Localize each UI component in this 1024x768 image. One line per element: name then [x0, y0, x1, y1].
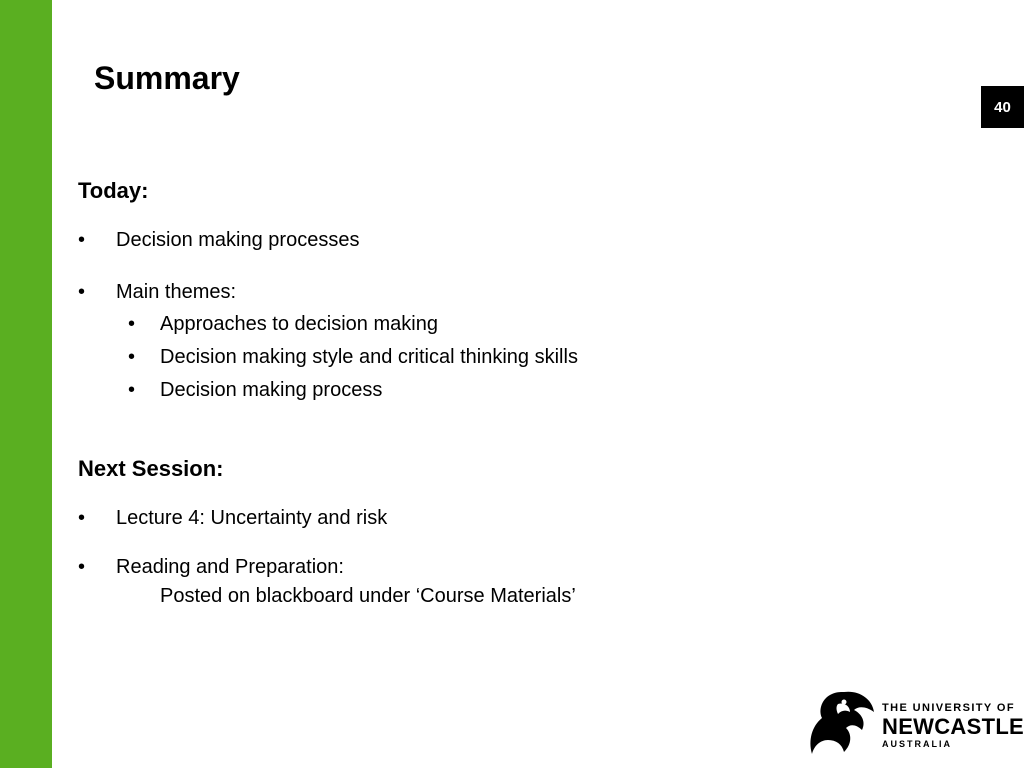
next-session-heading-label: Next Session	[78, 456, 217, 481]
bullet-icon: •	[78, 556, 86, 578]
bullet-icon: •	[128, 346, 136, 368]
sub-list-item-text: Decision making process	[160, 379, 383, 401]
list-item-text: Reading and Preparation:	[116, 556, 344, 578]
bullet-icon: •	[128, 313, 136, 335]
sub-list-item-text: Approaches to decision making	[160, 313, 438, 335]
today-heading-label: Today:	[78, 178, 149, 203]
list-item-text: Decision making processes	[116, 229, 360, 251]
next-session-heading	[78, 456, 224, 482]
page-number-badge: 40	[981, 86, 1024, 128]
bullet-icon: •	[78, 281, 86, 303]
next-session-heading-colon: :	[216, 456, 224, 481]
slide-title: Summary	[94, 60, 240, 96]
today-heading	[78, 178, 148, 204]
logo-line-1: THE UNIVERSITY OF	[882, 702, 1015, 714]
bullet-icon: •	[128, 379, 136, 401]
bullet-icon: •	[78, 229, 86, 251]
bullet-icon: •	[78, 507, 86, 529]
green-side-bar	[0, 0, 52, 768]
reading-note: Posted on blackboard under ‘Course Materials’	[160, 585, 576, 607]
logo-line-2: NEWCASTLE	[882, 714, 1024, 739]
sub-list-item-text: Decision making style and critical thinking skills	[160, 346, 578, 368]
university-logo	[808, 688, 1024, 758]
logo-line-3: AUSTRALIA	[882, 739, 952, 749]
list-item-text: Lecture 4: Uncertainty and risk	[116, 507, 388, 529]
list-item-text: Main themes:	[116, 281, 237, 303]
seahorse-logo-icon	[808, 688, 878, 758]
